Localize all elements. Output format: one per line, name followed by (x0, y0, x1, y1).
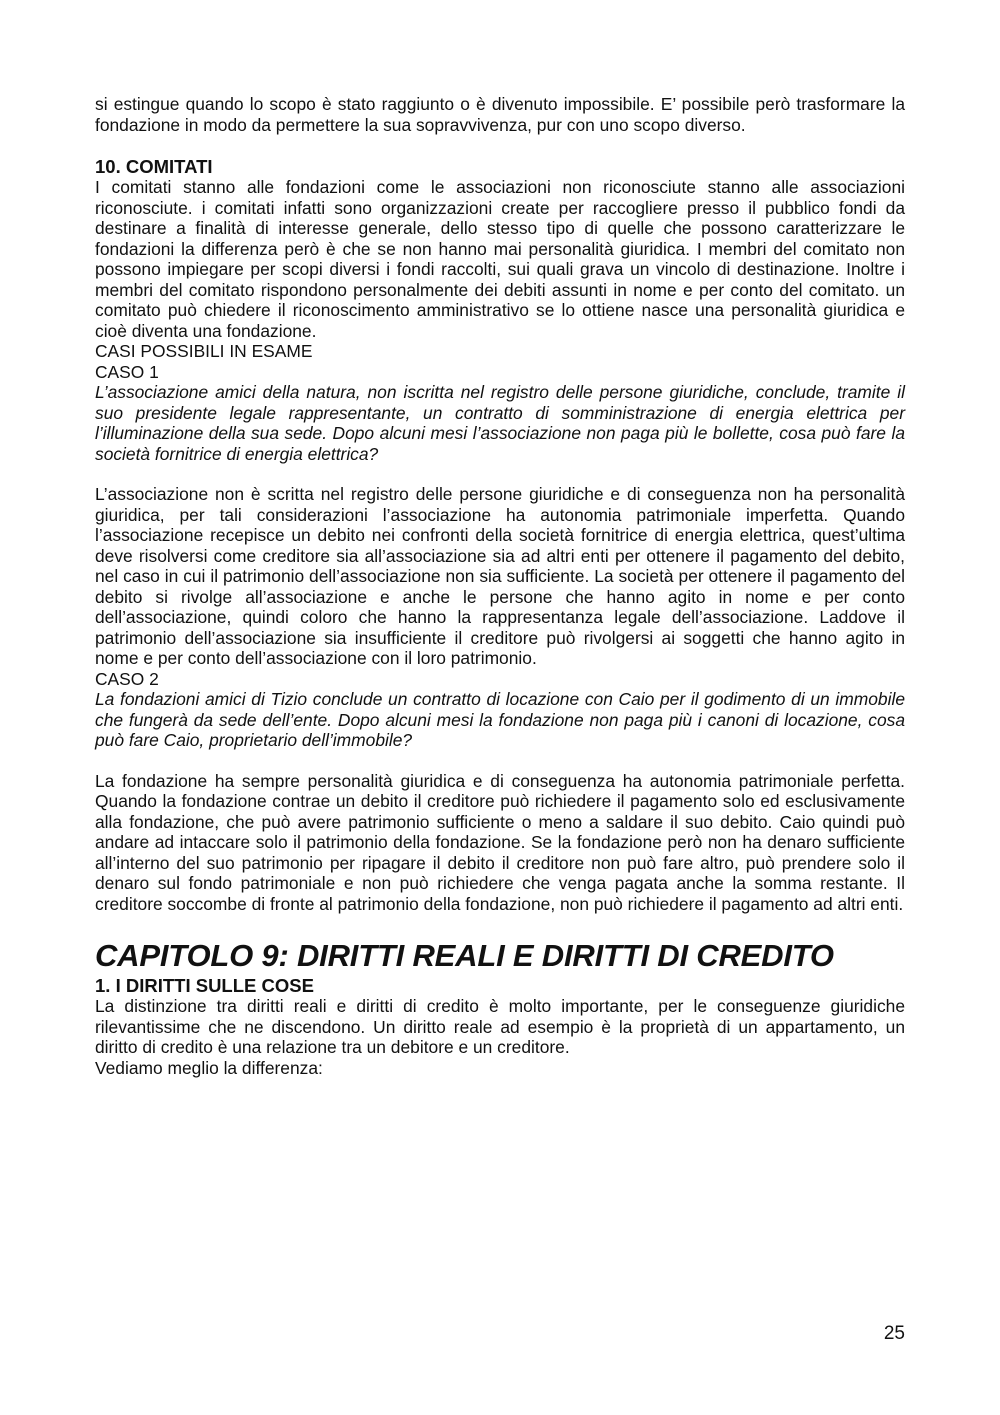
section-body-comitati: I comitati stanno alle fondazioni come le associazioni non riconosciute stanno alle associazioni riconosciute. i comitati infatti sono organizzazioni create per raccogliere presso il pubblico fondi da destinare a finalità di interesse generale, dello stesso tipo di quelle che possono caratterizzare le fondazioni la differenza però è che se non hanno mai personalità giuridica. I membri del comitato non possono impiegare per scopi diversi i fondi raccolti, sui quali grava un vincolo di destinazione. Inoltre i membri del comitato rispondono personalmente dei debiti assunti in nome e per conto del comitato. un comitato può chiedere il riconoscimento amministrativo se lo ottiene nasce una personalità giuridica e cioè diventa una fondazione. (95, 177, 905, 341)
case-1-label: CASO 1 (95, 361, 159, 382)
document-page (95, 94, 905, 1078)
subsection-body-diritti-sulle-cose: La distinzione tra diritti reali e diritti di credito è molto importante, per le conseguenze giuridiche rilevantissime che ne discendono. Un diritto reale ad esempio è la proprietà di un appartamento, un diritto di credito è una relazione tra un debitore e un creditore. (95, 996, 905, 1057)
closing-line: Vediamo meglio la differenza: (95, 1057, 323, 1078)
section-title-comitati: 10. COMITATI (95, 156, 213, 177)
intro-paragraph: si estingue quando lo scopo è stato raggiunto o è divenuto impossibile. E’ possibile però trasformare la fondazione in modo da permettere la sua sopravvivenza, pur con uno scopo diverso. (95, 94, 905, 135)
case-2-question: La fondazioni amici di Tizio conclude un contratto di locazione con Caio per il godimento di un immobile che fungerà da sede dell’ente. Dopo alcuni mesi la fondazione non paga più i canoni di locazione, cosa può fare Caio, proprietario dell’immobile? (95, 689, 905, 750)
case-2-answer: La fondazione ha sempre personalità giuridica e di conseguenza ha autonomia patrimoniale perfetta. Quando la fondazione contrae un debito il creditore può richiedere il pagamento solo ed esclusivamente alla fondazione, che può avere patrimonio sufficiente o meno a saldare il suo debito. Caio quindi può andare ad intaccare solo il patrimonio della fondazione. Se la fondazione però non ha denaro sufficiente all’interno del suo patrimonio per ripagare il debito il creditore non può fare altro, può prendere solo il denaro sul fondo patrimoniale e non può richiedere che venga pagata anche la somma restante. Il creditore soccombe di fronte al patrimonio della fondazione, non può richiedere il pagamento ad altri enti. (95, 770, 905, 914)
page-number: 25 (883, 1323, 905, 1344)
subsection-title-diritti-sulle-cose: 1. I DIRITTI SULLE COSE (95, 975, 314, 996)
cases-heading: CASI POSSIBILI IN ESAME (95, 341, 313, 361)
chapter-title: CAPITOLO 9: DIRITTI REALI E DIRITTI DI CREDITO (95, 938, 834, 973)
case-1-question: L’associazione amici della natura, non iscritta nel registro delle persone giuridiche, conclude, tramite il suo presidente legale rappresentante, un contratto di somministrazione di energia elettrica per l’illuminazione della sua sede. Dopo alcuni mesi l’associazione non paga più le bollette, cosa può fare la società fornitrice di energia elettrica? (95, 382, 905, 464)
case-1-answer: L’associazione non è scritta nel registro delle persone giuridiche e di conseguenza non ha personalità giuridica, per tali considerazioni l’associazione ha autonomia patrimoniale imperfetta. Quando l’associazione recepisce un debito nei confronti della società fornitrice di energia elettrica, quest’ultima deve risolversi come creditore sia all’associazione sia ad altri enti per ottenere il pagamento del debito, nel caso in cui il patrimonio dell’associazione non sia sufficiente. La società per ottenere il pagamento del debito si rivolge all’associazione e anche le persone che hanno agito in nome e per conto dell’associazione, quindi coloro che hanno la rappresentanza legale dell’associazione. Laddove il patrimonio dell’associazione sia insufficiente il creditore può rivolgersi ai soggetti che hanno agito in nome e per conto dell’associazione con il loro patrimonio. (95, 484, 905, 668)
case-2-label: CASO 2 (95, 668, 159, 689)
